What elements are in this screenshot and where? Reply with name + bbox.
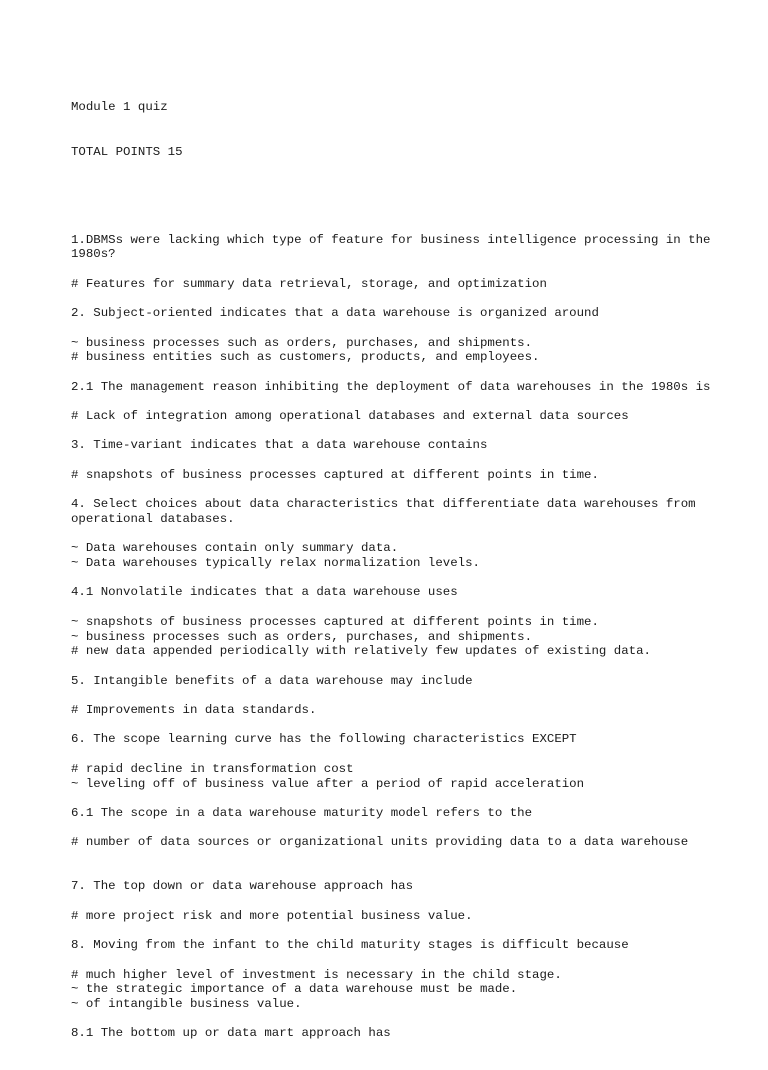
question-text: 2.1 The management reason inhibiting the deployment of data warehouses in the 1980s is [71,379,711,394]
spacer [71,483,721,498]
spacer [71,292,721,307]
spacer [71,923,721,938]
answer-line: # new data appended periodically with relatively few updates of existing data. [71,644,651,659]
question-text: 4.1 Nonvolatile indicates that a data warehouse uses [71,585,458,600]
spacer [71,453,721,468]
question-block [71,306,721,379]
question-text: 8.1 The bottom up or data mart approach has [71,1026,391,1041]
question-block [71,806,721,879]
document-body [71,71,721,1070]
spacer [71,688,721,703]
spacer [71,747,721,762]
spacer [71,321,721,336]
question-text: 6. The scope learning curve has the following characteristics EXCEPT [71,732,577,747]
question-text: 5. Intangible benefits of a data warehouse may include [71,673,473,688]
question-text: 8. Moving from the infant to the child maturity stages is difficult because [71,938,629,953]
answer-line: # much higher level of investment is necessary in the child stage. [71,967,562,982]
spacer [71,1012,721,1027]
answer-line: # Improvements in data standards. [71,703,317,718]
answer-line: ~ Data warehouses contain only summary data. [71,541,399,556]
answer-line: ~ leveling off of business value after a period of rapid acceleration [71,776,585,791]
answer-line: ~ of intangible business value. [71,996,302,1011]
question-block [71,497,721,585]
answer-line: # Features for summary data retrieval, storage, and optimization [71,276,547,291]
spacer [71,600,721,615]
question-block [71,938,721,1026]
question-block [71,732,721,805]
spacer [71,424,721,439]
question-text: 2. Subject-oriented indicates that a data warehouse is organized around [71,306,599,321]
total-points: TOTAL POINTS 15 [71,144,183,159]
answer-line: ~ snapshots of business processes captured at different points in time. [71,614,599,629]
answer-line: ~ business processes such as orders, purchases, and shipments. [71,629,533,644]
answer-line: # Lack of integration among operational databases and external data sources [71,409,629,424]
spacer [71,262,721,277]
spacer [71,821,721,836]
question-text: 1.DBMSs were lacking which type of feature for business intelligence processing in the 1980s? [71,232,718,262]
question-block [71,233,721,306]
question-text: 7. The top down or data warehouse approach has [71,879,414,894]
answer-line: ~ Data warehouses typically relax normalization levels. [71,556,480,571]
question-text: 3. Time-variant indicates that a data warehouse contains [71,438,488,453]
spacer [71,953,721,968]
spacer [71,527,721,542]
question-block [71,674,721,733]
answer-line: ~ the strategic importance of a data warehouse must be made. [71,982,518,997]
spacer [71,791,721,806]
question-block [71,879,721,938]
answer-line: # rapid decline in transformation cost [71,761,354,776]
answer-line: # business entities such as customers, products, and employees. [71,350,540,365]
spacer [71,850,721,879]
answer-line: # snapshots of business processes captured at different points in time. [71,467,599,482]
question-block [71,438,721,497]
question-text: 6.1 The scope in a data warehouse maturity model refers to the [71,805,533,820]
answer-line: # number of data sources or organizational units providing data to a data warehouse [71,835,689,850]
spacer [71,659,721,674]
spacer [71,718,721,733]
question-block [71,585,721,673]
spacer [71,394,721,409]
spacer [71,894,721,909]
answer-line: ~ business processes such as orders, purchases, and shipments. [71,335,533,350]
spacer [71,571,721,586]
answer-line: # more project risk and more potential business value. [71,908,473,923]
question-text: 4. Select choices about data characteristics that differentiate data warehouses from operational databases. [71,497,704,526]
question-list [71,233,721,1041]
question-block [71,380,721,439]
document-title: Module 1 quiz [71,100,168,115]
spacer [71,365,721,380]
question-block [71,1026,721,1041]
spacer [71,189,721,204]
